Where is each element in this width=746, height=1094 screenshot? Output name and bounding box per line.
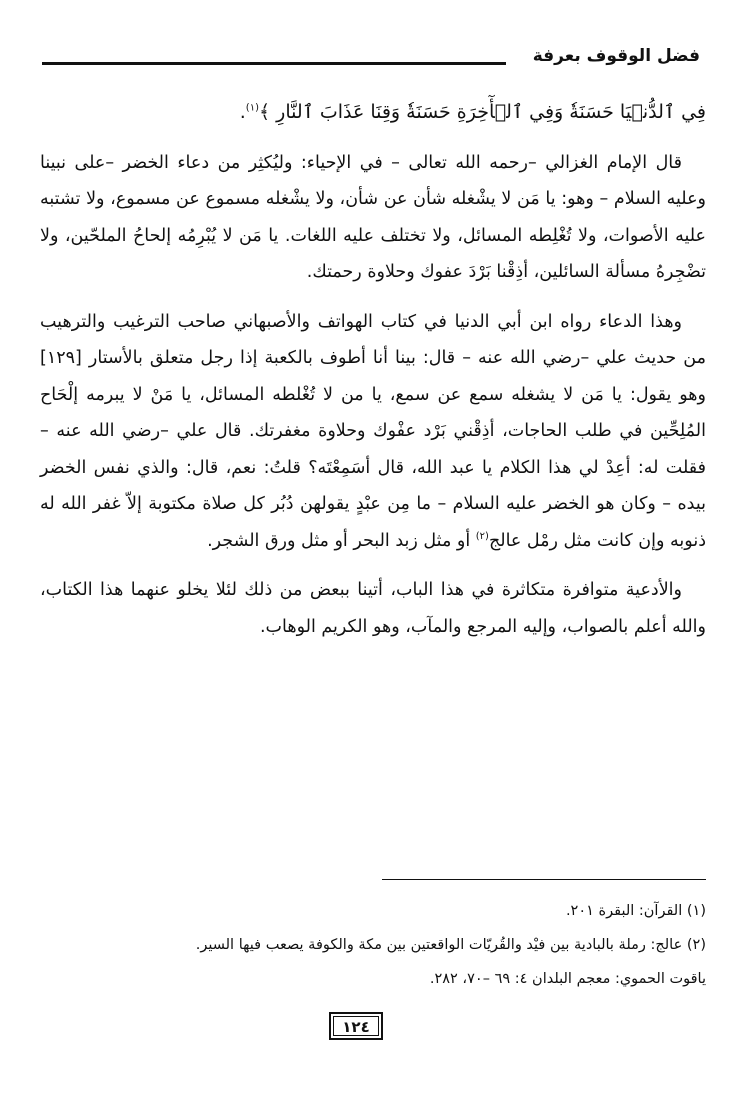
paragraph-hadith xyxy=(40,304,706,560)
verse-text: فِي ٱلدُّنۡيَا حَسَنَةٗ وَفِي ٱلۡأٓخِرَةِ حَسَنَةٗ وَقِنَا عَذَابَ ٱلنَّارِ ﴾ xyxy=(258,101,706,123)
footnote-number: (٢) xyxy=(686,937,706,953)
header-rule xyxy=(42,62,506,65)
page-number-box xyxy=(329,1012,383,1040)
footnote-number: (١) xyxy=(686,903,706,919)
footnotes xyxy=(40,894,706,996)
quran-verse xyxy=(40,94,706,131)
paragraph-conclusion: والأدعية متوافرة متكاثرة في هذا الباب، أتينا ببعض من ذلك لئلا يخلو عنهما هذا الكتاب، والله أعلم بالصواب، وإليه المرجع والمآب، وهو الكريم الوهاب. xyxy=(40,580,706,637)
paragraph-ghazali: قال الإمام الغزالي –رحمه الله تعالى – في الإحياء: وليُكثِر من دعاء الخضر –على نبينا وعليه السلام – وهو: يا مَن لا يشْغله شأن عن شأن، ولا يشْغله مسموع عن مسموع، ولا تشتبه عليه الأصوات، ولا تُغْلِطه المسائل، ولا تختلف عليه اللغات. يا مَن لا يُبْرِمُه إلحاحُ الملحّين، ولا تضْجِرهُ مسألة السائلين، أذِقْنا بَرْدَ عفوك وحلاوة رحمتك. xyxy=(40,152,706,282)
footnote-ref-2[interactable]: (٢) xyxy=(475,530,489,542)
hadith-text: وهذا الدعاء رواه ابن أبي الدنيا في كتاب الهواتف والأصبهاني صاحب الترغيب والترهيب من حديث علي –رضي الله عنه – قال: بينا أنا أطوف بالكعبة إذا رجل متعلق بالأستار [١٢٩] وهو يقول: يا مَن لا يشغله سمع عن سمع، يا من لا تُغْلطه المسائل، يا مَنْ لا يبرمه إلْحَاح المُلِحِّين في طلب الحاجات، أذِقْني بَرْد عفْوك وحلاوة مغفرتك. قال علي –رضي الله عنه – فقلت له: أعِدْ لي هذا الكلام يا عبد الله، قال أسَمِعْتَه؟ قلتُ: نعم، قال: والذي نفس الخضر بيده – وكان هو الخضر عليه السلام – ما مِن عبْدٍ يقولهن دُبُر كل صلاة مكتوبة إلاّ غفر الله له ذنوبه وإن كانت مثل رمْل عالج xyxy=(40,311,706,551)
footnote-text: القرآن: البقرة ٢٠١. xyxy=(565,903,683,919)
footnote-2 xyxy=(40,928,706,962)
verse-end: . xyxy=(239,101,246,123)
page-number: ١٢٤ xyxy=(333,1016,379,1036)
footnote-rule xyxy=(382,879,706,880)
footnote-1 xyxy=(40,894,706,928)
main-text xyxy=(40,94,706,658)
hadith-text-end: أو مثل زبد البحر أو مثل ورق الشجر. xyxy=(207,530,476,551)
footnote-ref-1[interactable]: (١) xyxy=(245,102,259,114)
footnote-2-continuation: ياقوت الحموي: معجم البلدان ٤: ٦٩ –٧٠، ٢٨٢. xyxy=(429,971,706,987)
footnote-text: عالج: رملة بالبادية بين فيْد والقُريّات الواقعتين بين مكة والكوفة يصعب فيها السير. xyxy=(195,937,683,953)
running-head: فضل الوقوف بعرفة xyxy=(532,46,700,66)
